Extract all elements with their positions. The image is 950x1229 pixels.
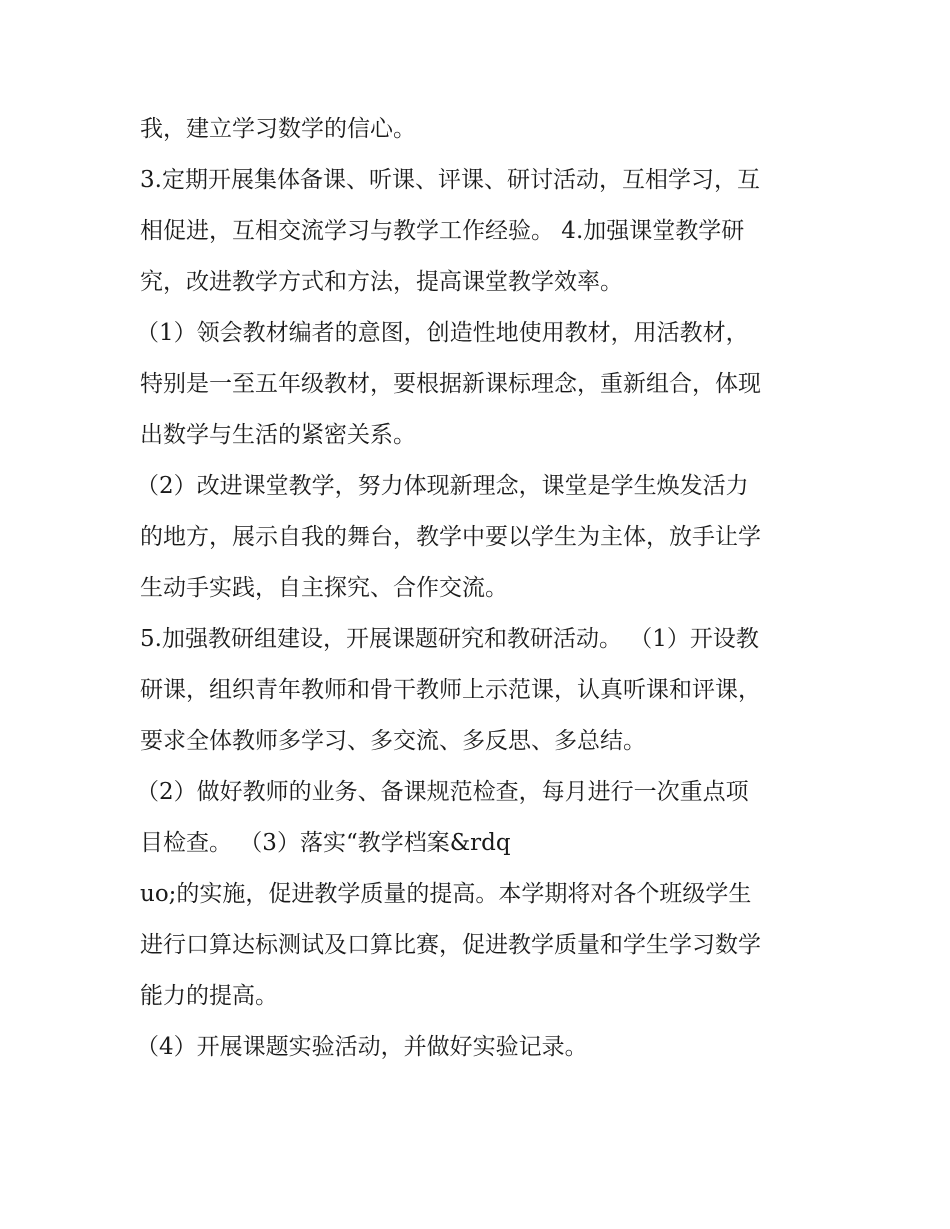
text-line: 要求全体教师多学习、多交流、多反思、多总结。 (140, 728, 646, 754)
text-line: 5.加强教研组建设，开展课题研究和教研活动。 （1）开设教 (140, 626, 759, 652)
text-line: 进行口算达标测试及口算比赛，促进教学质量和学生学习数学 (140, 932, 761, 958)
text-line: 我，建立学习数学的信心。 (140, 116, 416, 142)
text-line: （4）开展课题实验活动，并做好实验记录。 (136, 1034, 588, 1060)
text-line: 能力的提高。 (140, 983, 278, 1009)
text-line: 特别是一至五年级教材，要根据新课标理念，重新组合，体现 (140, 371, 761, 397)
text-line: 目检查。 （3）落实“教学档案&rdq (140, 830, 511, 856)
text-line: 生动手实践，自主探究、合作交流。 (140, 575, 508, 601)
text-line: uo;的实施，促进教学质量的提高。本学期将对各个班级学生 (140, 881, 752, 907)
text-line: （1）领会教材编者的意图，创造性地使用教材，用活教材， (136, 320, 749, 346)
text-line: 3.定期开展集体备课、听课、评课、研讨活动，互相学习，互 (140, 167, 760, 193)
text-line: 出数学与生活的紧密关系。 (140, 422, 416, 448)
text-line: （2）做好教师的业务、备课规范检查，每月进行一次重点项 (136, 779, 749, 805)
text-line: 研课，组织青年教师和骨干教师上示范课，认真听课和评课， (140, 677, 761, 703)
text-line: 相促进，互相交流学习与教学工作经验。 4.加强课堂教学研 (140, 218, 745, 244)
text-line: 究，改进教学方式和方法，提高课堂教学效率。 (140, 269, 623, 295)
text-line: （2）改进课堂教学，努力体现新理念，课堂是学生焕发活力 (136, 473, 749, 499)
document-body (136, 104, 820, 1073)
text-line: 的地方，展示自我的舞台，教学中要以学生为主体，放手让学 (140, 524, 761, 550)
